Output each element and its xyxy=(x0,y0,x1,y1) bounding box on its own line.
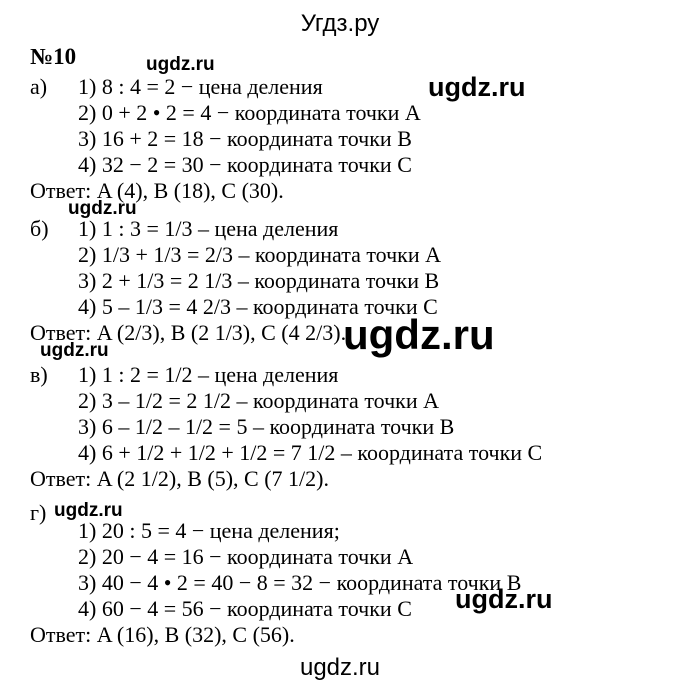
watermark: ugdz.ru xyxy=(54,500,123,521)
part-a-answer: Ответ: A (4), B (18), C (30). xyxy=(30,178,284,203)
part-v-line-2: 2) 3 – 1/2 = 2 1/2 – координата точки A xyxy=(78,388,439,413)
part-a-line-1: 1) 8 : 4 = 2 − цена деления xyxy=(78,74,323,99)
part-a-line-3: 3) 16 + 2 = 18 − координата точки B xyxy=(78,126,412,151)
part-a-line-4: 4) 32 − 2 = 30 − координата точки C xyxy=(78,152,412,177)
part-a-label: а) xyxy=(30,74,48,99)
part-b-line-1: 1) 1 : 3 = 1/3 – цена деления xyxy=(78,216,339,241)
watermark: ugdz.ru xyxy=(343,311,495,358)
part-b-label: б) xyxy=(30,216,49,241)
part-b-line-2: 2) 1/3 + 1/3 = 2/3 – координата точки A xyxy=(78,242,442,267)
part-g-line-3: 3) 40 − 4 • 2 = 40 − 8 = 32 − координата точки B xyxy=(78,570,522,595)
part-g-label: г) xyxy=(30,500,47,525)
watermark: ugdz.ru xyxy=(40,340,109,361)
part-v-label: в) xyxy=(30,362,48,387)
part-v-answer: Ответ: A (2 1/2), B (5), C (7 1/2). xyxy=(30,466,329,491)
part-g-line-2: 2) 20 − 4 = 16 − координата точки A xyxy=(78,544,414,569)
watermark: ugdz.ru xyxy=(428,72,526,102)
part-v-line-4: 4) 6 + 1/2 + 1/2 + 1/2 = 7 1/2 – координата точки C xyxy=(78,440,543,465)
watermark: ugdz.ru xyxy=(146,54,215,75)
footer-site-text: ugdz.ru xyxy=(299,654,381,681)
part-b-answer: Ответ: A (2/3), B (2 1/3), C (4 2/3). xyxy=(30,320,347,345)
site-title: Угдз.ру xyxy=(300,10,380,37)
part-g-line-4: 4) 60 − 4 = 56 − координата точки C xyxy=(78,596,412,621)
part-g-line-1: 1) 20 : 5 = 4 − цена деления; xyxy=(78,518,340,543)
part-g-answer: Ответ: A (16), B (32), C (56). xyxy=(30,622,295,647)
part-v-line-1: 1) 1 : 2 = 1/2 – цена деления xyxy=(78,362,339,387)
part-b-line-3: 3) 2 + 1/3 = 2 1/3 – координата точки B xyxy=(78,268,440,293)
watermark: ugdz.ru xyxy=(68,198,137,219)
part-v-line-3: 3) 6 – 1/2 – 1/2 = 5 – координата точки B xyxy=(78,414,455,439)
part-b-line-4: 4) 5 – 1/3 = 4 2/3 – координата точки C xyxy=(78,294,438,319)
part-a-line-2: 2) 0 + 2 • 2 = 4 − координата точки A xyxy=(78,100,421,125)
watermark: ugdz.ru xyxy=(455,584,553,614)
task-number: №10 xyxy=(30,44,77,69)
